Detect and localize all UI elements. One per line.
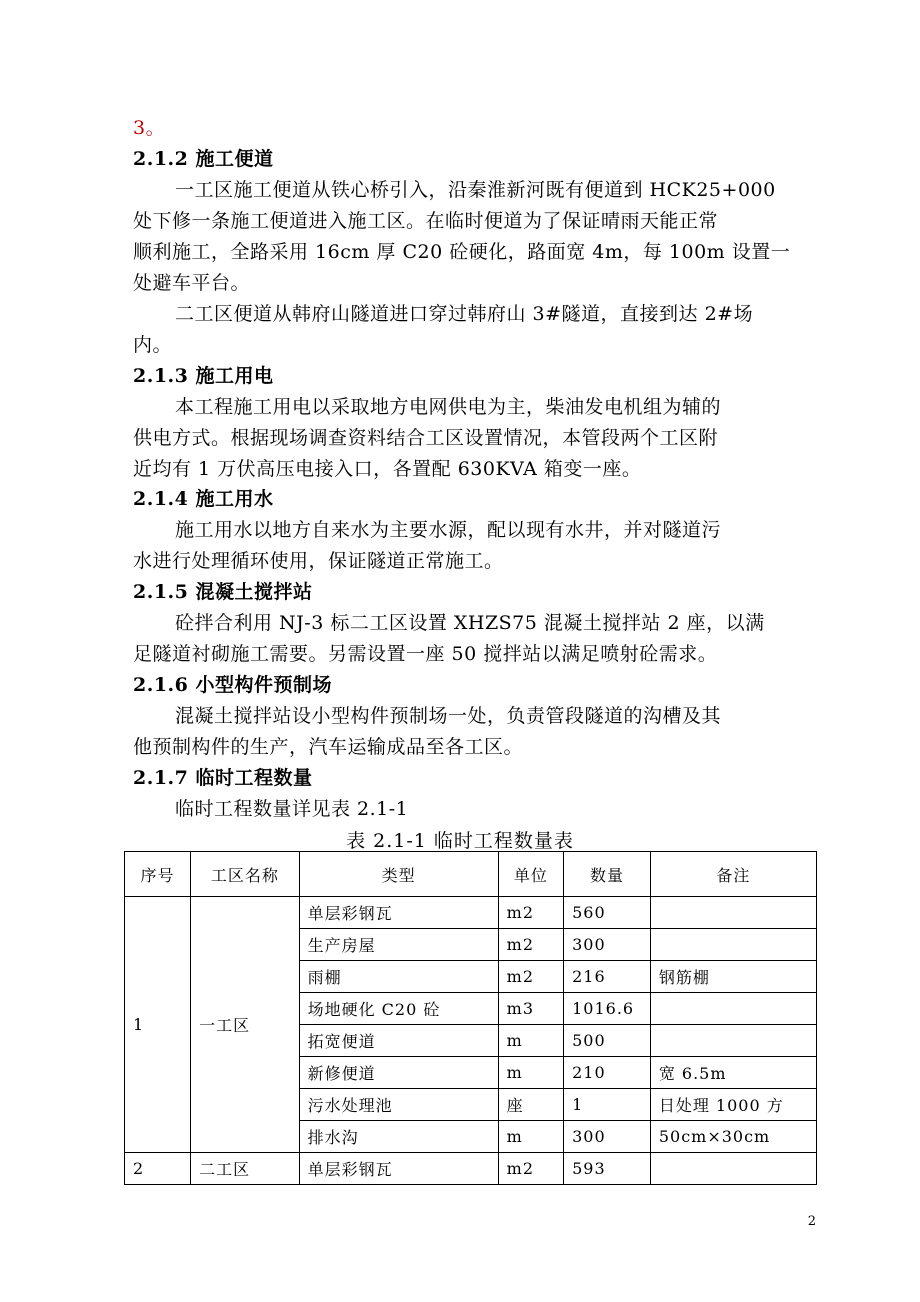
unit-cell: m [498, 1121, 563, 1153]
paragraph-line: 处下修一条施工便道进入施工区。在临时便道为了保证晴雨天能正常 [133, 210, 719, 232]
unit-cell: m [498, 1025, 563, 1057]
remark-cell: 宽 6.5m [650, 1057, 816, 1089]
heading-2-1-2: 2.1.2 施工便道 [133, 148, 274, 170]
quantity-cell: 500 [564, 1025, 651, 1057]
paragraph-line: 砼拌合利用 NJ-3 标二工区设置 XHZS75 混凝土搅拌站 2 座，以满 [175, 612, 765, 634]
column-header: 工区名称 [191, 852, 299, 897]
remark-cell: 钢筋棚 [650, 961, 816, 993]
paragraph-line: 足隧道衬砌施工需要。另需设置一座 50 搅拌站以满足喷射砼需求。 [133, 643, 718, 665]
quantity-cell: 560 [564, 897, 651, 929]
heading-2-1-6: 2.1.6 小型构件预制场 [133, 674, 333, 696]
paragraph-line: 处避车平台。 [133, 272, 251, 294]
paragraph-line: 顺利施工，全路采用 16cm 厚 C20 砼硬化，路面宽 4m，每 100m 设置一 [133, 241, 791, 263]
column-header: 备注 [650, 852, 816, 897]
column-header: 数量 [564, 852, 651, 897]
page-number: 2 [807, 1214, 816, 1229]
type-cell: 污水处理池 [299, 1089, 498, 1121]
paragraph-line: 供电方式。根据现场调查资料结合工区设置情况，本管段两个工区附 [133, 427, 719, 449]
type-cell: 排水沟 [299, 1121, 498, 1153]
unit-cell: m2 [498, 1153, 563, 1185]
remark-cell: 日处理 1000 方 [650, 1089, 816, 1121]
type-cell: 场地硬化 C20 砼 [299, 993, 498, 1025]
paragraph-line: 施工用水以地方自来水为主要水源，配以现有水井，并对隧道污 [175, 519, 722, 541]
unit-cell: m2 [498, 897, 563, 929]
heading-2-1-7: 2.1.7 临时工程数量 [133, 767, 313, 789]
quantity-cell: 593 [564, 1153, 651, 1185]
paragraph-line: 近均有 1 万伏高压电接入口，各置配 630KVA 箱变一座。 [133, 458, 642, 480]
area-name-cell: 一工区 [191, 897, 299, 1153]
paragraph-line: 本工程施工用电以采取地方电网供电为主，柴油发电机组为辅的 [175, 396, 722, 418]
quantity-cell: 210 [564, 1057, 651, 1089]
paragraph-line: 混凝土搅拌站设小型构件预制场一处，负责管段隧道的沟槽及其 [175, 705, 722, 727]
heading-2-1-3: 2.1.3 施工用电 [133, 365, 274, 387]
remark-cell [650, 897, 816, 929]
type-cell: 单层彩钢瓦 [299, 897, 498, 929]
quantity-cell: 300 [564, 1121, 651, 1153]
quantity-table [124, 851, 817, 1185]
row-number-cell: 2 [125, 1153, 191, 1185]
unit-cell: m2 [498, 929, 563, 961]
unit-cell: m2 [498, 961, 563, 993]
column-header: 单位 [498, 852, 563, 897]
table-row [125, 897, 817, 929]
remark-cell [650, 929, 816, 961]
table-header-row [125, 852, 817, 897]
remark-cell: 50cm×30cm [650, 1121, 816, 1153]
unit-cell: m3 [498, 993, 563, 1025]
type-cell: 单层彩钢瓦 [299, 1153, 498, 1185]
quantity-cell: 1016.6 [564, 993, 651, 1025]
paragraph-line: 内。 [133, 334, 173, 356]
paragraph-line: 水进行处理循环使用，保证隧道正常施工。 [133, 550, 504, 572]
unit-cell: m [498, 1057, 563, 1089]
paragraph-line: 他预制构件的生产，汽车运输成品至各工区。 [133, 736, 524, 758]
heading-2-1-4: 2.1.4 施工用水 [133, 488, 274, 510]
heading-2-1-5: 2.1.5 混凝土搅拌站 [133, 581, 313, 603]
paragraph-line: 临时工程数量详见表 2.1-1 [175, 798, 409, 820]
remark-cell [650, 993, 816, 1025]
type-cell: 雨棚 [299, 961, 498, 993]
table-row [125, 1153, 817, 1185]
area-name-cell: 二工区 [191, 1153, 299, 1185]
remark-cell [650, 1153, 816, 1185]
type-cell: 新修便道 [299, 1057, 498, 1089]
quantity-cell: 1 [564, 1089, 651, 1121]
column-header: 类型 [299, 852, 498, 897]
paragraph-line: 一工区施工便道从铁心桥引入，沿秦淮新河既有便道到 HCK25+000 [175, 179, 776, 201]
remark-cell [650, 1025, 816, 1057]
table-caption: 表 2.1-1 临时工程数量表 [346, 830, 574, 852]
quantity-cell: 216 [564, 961, 651, 993]
type-cell: 生产房屋 [299, 929, 498, 961]
unit-cell: 座 [498, 1089, 563, 1121]
quantity-cell: 300 [564, 929, 651, 961]
column-header: 序号 [125, 852, 191, 897]
row-number-cell: 1 [125, 897, 191, 1153]
type-cell: 拓宽便道 [299, 1025, 498, 1057]
paragraph-line: 二工区便道从韩府山隧道进口穿过韩府山 3#隧道，直接到达 2#场 [175, 303, 754, 325]
top-marker: 3。 [133, 117, 166, 139]
